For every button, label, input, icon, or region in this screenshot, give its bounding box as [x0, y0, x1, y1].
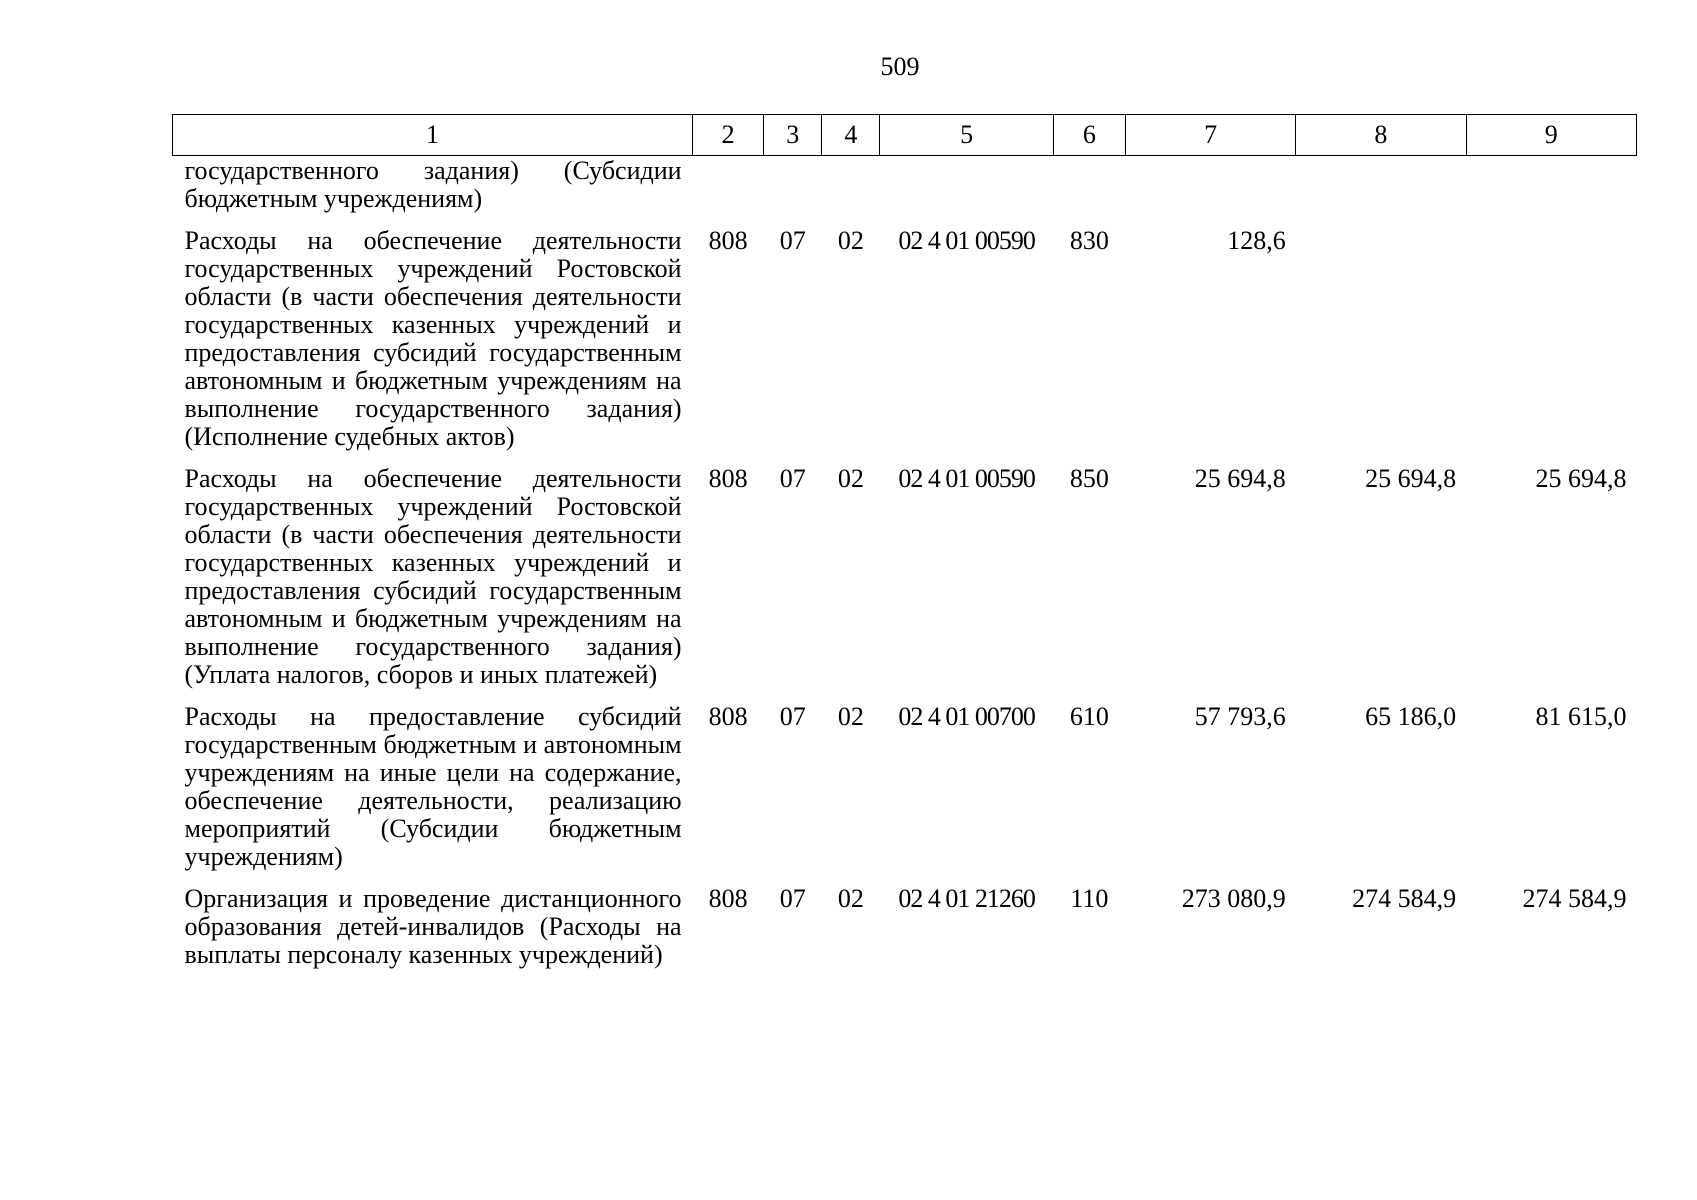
row-amount-col8	[1296, 213, 1466, 451]
row-amount-col9	[1466, 213, 1636, 451]
row-amount-col7: 57 793,6	[1194, 702, 1286, 731]
row-ministry-code: 808	[708, 464, 748, 493]
row-subsection-code: 02	[837, 226, 864, 255]
table-body	[173, 156, 1637, 970]
row-section-code: 07	[779, 226, 806, 255]
budget-table	[172, 114, 1637, 969]
header-col-9: 9	[1466, 115, 1636, 156]
header-col-6: 6	[1053, 115, 1125, 156]
row-amount-col8: 274 584,9	[1352, 884, 1457, 913]
row-amount-col9: 274 584,9	[1522, 884, 1627, 913]
row-expense-type: 850	[1069, 464, 1109, 493]
header-col-7: 7	[1125, 115, 1295, 156]
table-row	[173, 871, 1637, 969]
table-header	[173, 115, 1637, 156]
row-subsection-code: 02	[837, 464, 864, 493]
table-row	[173, 689, 1637, 871]
row-ministry-code: 808	[708, 226, 748, 255]
header-col-4: 4	[822, 115, 880, 156]
row-amount-col8	[1296, 156, 1466, 214]
table-row	[173, 451, 1637, 689]
row-expense-type: 830	[1069, 226, 1109, 255]
row-section-code	[764, 156, 822, 214]
row-ministry-code	[693, 156, 764, 214]
row-description: Расходы на предоставление субсидий государственным бюджетным и автономным учреждениям на иные цели на содержание, обеспечение деятельности, реализацию мероприятий (Субсидии бюджетным учреждениям)	[184, 702, 682, 871]
row-amount-col7: 273 080,9	[1181, 884, 1286, 913]
row-description: Расходы на обеспечение деятельности государственных учреждений Ростовской области (в части обеспечения деятельности государственных казенных учреждений и предоставления субсидий государственным автономным и бюджетным учреждениям на выполнение государственного задания) (Уплата налогов, сборов и иных платежей)	[184, 464, 682, 689]
row-ministry-code: 808	[708, 884, 748, 913]
row-subsection-code	[822, 156, 880, 214]
row-amount-col8: 25 694,8	[1365, 464, 1457, 493]
header-col-8: 8	[1296, 115, 1466, 156]
page-number: 509	[880, 52, 920, 81]
row-ministry-code: 808	[708, 702, 748, 731]
row-amount-col7: 25 694,8	[1194, 464, 1286, 493]
header-col-1: 1	[173, 115, 693, 156]
row-target-code: 02 4 01 21260	[898, 884, 1035, 913]
row-section-code: 07	[779, 464, 806, 493]
row-amount-col9	[1466, 156, 1636, 214]
row-expense-type: 610	[1069, 702, 1109, 731]
row-section-code: 07	[779, 702, 806, 731]
row-expense-type: 110	[1070, 884, 1109, 913]
row-expense-type	[1053, 156, 1125, 214]
row-amount-col9: 81 615,0	[1535, 702, 1627, 731]
row-subsection-code: 02	[837, 884, 864, 913]
row-section-code: 07	[779, 884, 806, 913]
header-col-5: 5	[880, 115, 1053, 156]
row-description: Расходы на обеспечение деятельности государственных учреждений Ростовской области (в части обеспечения деятельности государственных казенных учреждений и предоставления субсидий государственным автономным и бюджетным учреждениям на выполнение государственного задания) (Исполнение судебных актов)	[184, 226, 682, 451]
table-row	[173, 156, 1637, 214]
row-target-code: 02 4 01 00590	[898, 464, 1035, 493]
header-col-3: 3	[764, 115, 822, 156]
row-amount-col7	[1125, 156, 1295, 214]
table-row	[173, 213, 1637, 451]
row-amount-col8: 65 186,0	[1365, 702, 1457, 731]
header-row	[173, 115, 1637, 156]
header-col-2: 2	[693, 115, 764, 156]
row-subsection-code: 02	[837, 702, 864, 731]
row-amount-col7: 128,6	[1227, 226, 1286, 255]
row-target-code: 02 4 01 00700	[898, 702, 1035, 731]
row-amount-col9: 25 694,8	[1535, 464, 1627, 493]
row-target-code	[880, 156, 1053, 214]
row-description: государственного задания) (Субсидии бюджетным учреждениям)	[184, 156, 682, 213]
row-target-code: 02 4 01 00590	[898, 226, 1035, 255]
row-description: Организация и проведение дистанционного образования детей-инвалидов (Расходы на выплаты персоналу казенных учреждений)	[184, 884, 682, 969]
